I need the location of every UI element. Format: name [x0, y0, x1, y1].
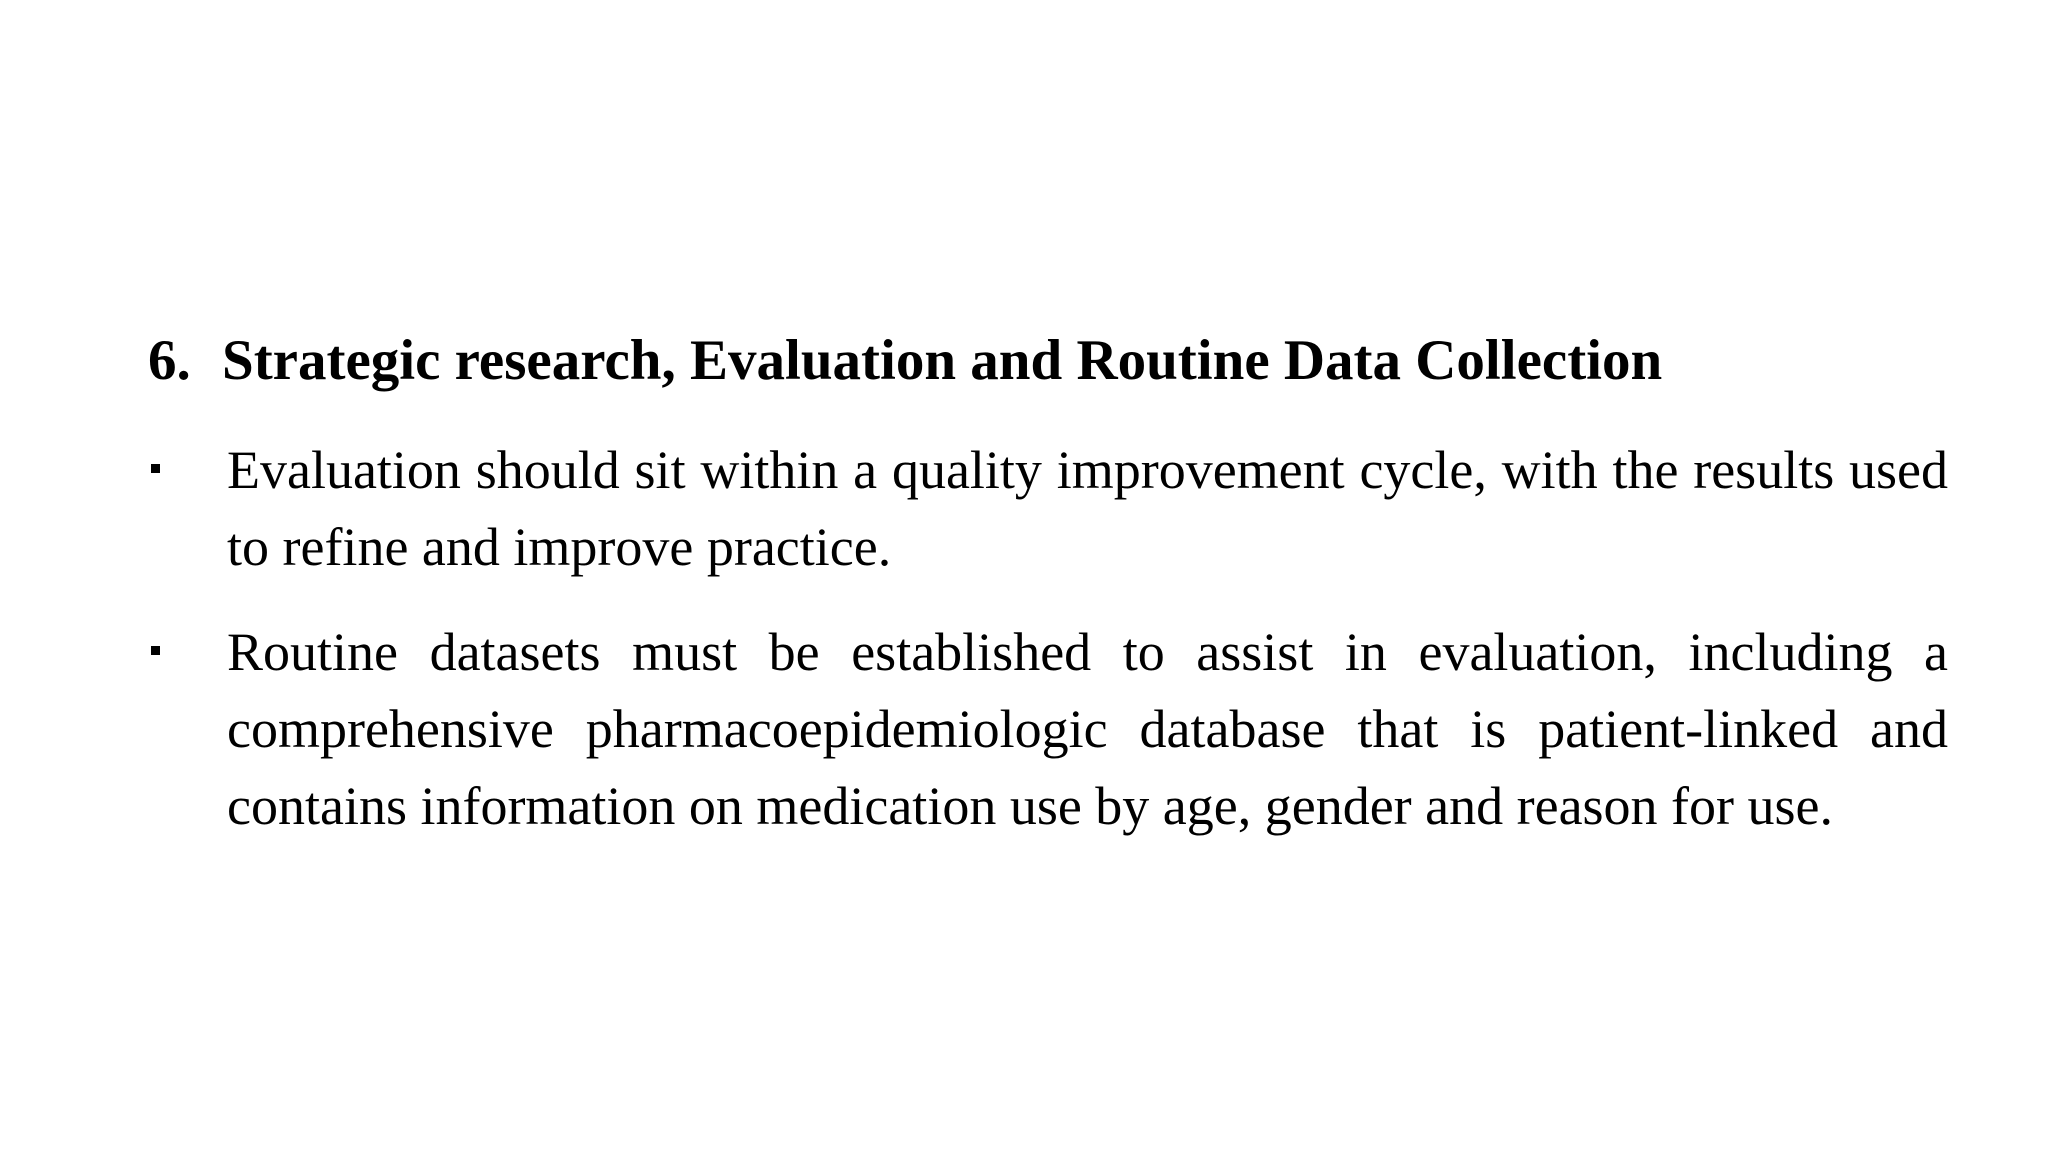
- bullet-text: Evaluation should sit within a quality improvement cycle, with the results used to refine and improve practice.: [227, 440, 1948, 577]
- bullet-list: [148, 432, 1948, 873]
- section-number: 6.: [148, 329, 191, 392]
- section-heading: [148, 325, 1662, 397]
- bullet-text: Routine datasets must be established to assist in evaluation, including a comprehensive pharmacoepidemiologic database that is patient-linked and contains information on medication use by age, gender and reason for use.: [227, 622, 1948, 836]
- bullet-item: [148, 432, 1948, 586]
- section-title: Strategic research, Evaluation and Routine Data Collection: [222, 329, 1663, 392]
- square-bullet-icon: [151, 646, 160, 655]
- bullet-item: [148, 614, 1948, 845]
- square-bullet-icon: [151, 464, 160, 473]
